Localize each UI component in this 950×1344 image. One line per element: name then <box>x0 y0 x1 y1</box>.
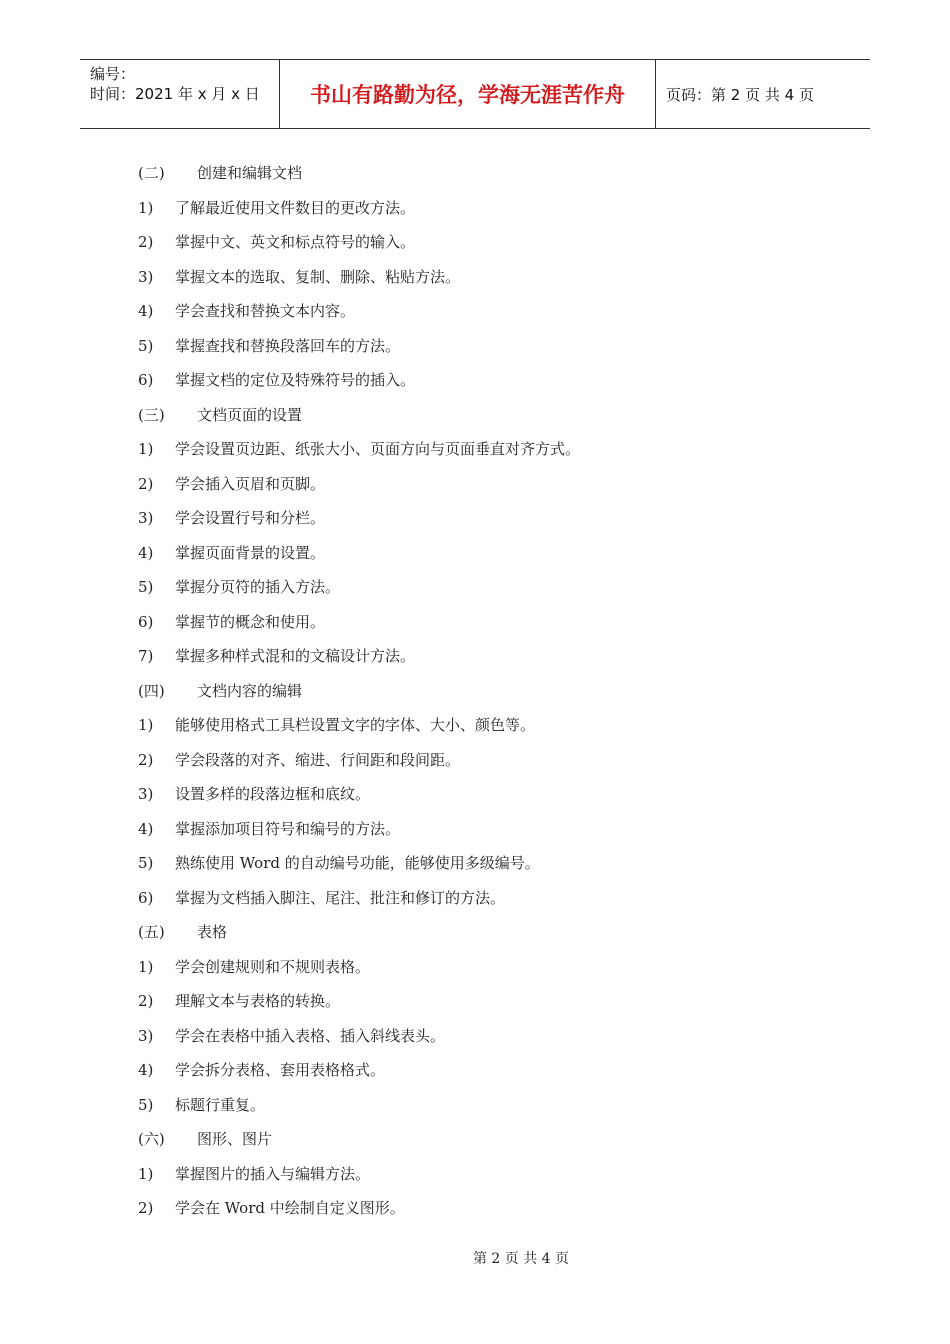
item-number: 5) <box>138 854 154 872</box>
list-item <box>138 1197 858 1232</box>
item-number: 1) <box>138 440 154 458</box>
item-number: 2) <box>138 750 154 769</box>
item-text: 了解最近使用文件数目的更改方法。 <box>175 198 416 217</box>
section-title: 表格 <box>197 923 228 941</box>
list-item <box>138 438 858 473</box>
list-item <box>138 335 858 370</box>
list-item <box>138 783 858 818</box>
section-heading <box>138 1128 858 1163</box>
item-text: 学会拆分表格、套用表格格式。 <box>175 1061 386 1079</box>
item-text: 学会段落的对齐、缩进、行间距和段间距。 <box>175 750 461 769</box>
list-item <box>138 197 858 232</box>
list-item <box>138 990 858 1025</box>
item-number: 5) <box>138 1095 154 1114</box>
list-item <box>138 818 858 853</box>
item-text: 掌握多种样式混和的文稿设计方法。 <box>175 647 416 665</box>
item-text: 学会在 Word 中绘制自定义图形。 <box>175 1199 405 1217</box>
section-heading <box>138 162 858 197</box>
item-number: 2) <box>138 992 154 1010</box>
list-item <box>138 852 858 887</box>
item-number: 2) <box>138 474 154 493</box>
item-text: 掌握节的概念和使用。 <box>175 612 326 631</box>
list-item <box>138 887 858 922</box>
list-item <box>138 231 858 266</box>
item-number: 3) <box>138 785 154 803</box>
section-title: 文档内容的编辑 <box>197 681 303 700</box>
list-item <box>138 611 858 646</box>
list-item <box>138 266 858 301</box>
number-label: 编号： <box>90 65 136 83</box>
section-title: 图形、图片 <box>197 1130 273 1148</box>
item-number: 4) <box>138 302 154 320</box>
section-number: (五) <box>138 923 165 941</box>
header-page-info: 页码：第 2 页 共 4 页 <box>666 85 814 104</box>
item-number: 2) <box>138 233 154 251</box>
item-text: 理解文本与表格的转换。 <box>175 992 341 1010</box>
item-text: 掌握文本的选取、复制、删除、粘贴方法。 <box>175 267 461 286</box>
document-body <box>138 162 858 1232</box>
item-text: 掌握分页符的插入方法。 <box>175 578 341 596</box>
item-text: 学会设置页边距、纸张大小、页面方向与页面垂直对齐方式。 <box>175 440 581 458</box>
header-meta <box>80 60 280 128</box>
item-text: 掌握查找和替换段落回车的方法。 <box>175 336 401 355</box>
list-item <box>138 473 858 508</box>
list-item <box>138 507 858 542</box>
list-item <box>138 542 858 577</box>
item-text: 熟练使用 Word 的自动编号功能，能够使用多级编号。 <box>175 854 540 872</box>
item-text: 掌握中文、英文和标点符号的输入。 <box>175 233 416 251</box>
item-number: 3) <box>138 1026 154 1045</box>
list-item <box>138 1025 858 1060</box>
item-text: 掌握文档的定位及特殊符号的插入。 <box>175 371 416 389</box>
item-text: 标题行重复。 <box>175 1095 266 1114</box>
time-label: 时间：2021 年 x 月 x 日 <box>90 85 260 103</box>
list-item <box>138 714 858 749</box>
item-text: 掌握添加项目符号和编号的方法。 <box>175 819 401 838</box>
item-number: 4) <box>138 1061 154 1079</box>
list-item <box>138 1163 858 1198</box>
list-item <box>138 369 858 404</box>
section-heading <box>138 680 858 715</box>
list-item <box>138 1059 858 1094</box>
section-number: (六) <box>138 1130 165 1148</box>
section-number: (二) <box>138 164 165 182</box>
item-number: 5) <box>138 336 154 355</box>
header-motto: 书山有路勤为径，学海无涯苦作舟 <box>280 60 656 128</box>
item-number: 6) <box>138 371 154 389</box>
list-item <box>138 300 858 335</box>
item-number: 1) <box>138 198 154 217</box>
item-number: 3) <box>138 267 154 286</box>
item-number: 1) <box>138 716 154 734</box>
item-number: 1) <box>138 957 154 976</box>
section-number: (三) <box>138 405 165 424</box>
item-text: 掌握为文档插入脚注、尾注、批注和修订的方法。 <box>175 888 506 907</box>
section-title: 创建和编辑文档 <box>197 164 303 182</box>
section-title: 文档页面的设置 <box>197 405 303 424</box>
page-footer: 第 2 页 共 4 页 <box>472 1251 570 1267</box>
page-header <box>80 59 870 129</box>
section-heading <box>138 404 858 439</box>
list-item <box>138 749 858 784</box>
item-text: 设置多样的段落边框和底纹。 <box>175 785 371 803</box>
item-number: 1) <box>138 1164 154 1183</box>
list-item <box>138 645 858 680</box>
item-text: 学会插入页眉和页脚。 <box>175 474 326 493</box>
item-number: 7) <box>138 647 154 665</box>
section-heading <box>138 921 858 956</box>
item-text: 学会查找和替换文本内容。 <box>175 302 356 320</box>
item-number: 4) <box>138 543 154 562</box>
item-text: 掌握页面背景的设置。 <box>175 543 326 562</box>
list-item <box>138 576 858 611</box>
list-item <box>138 956 858 991</box>
item-number: 3) <box>138 509 154 527</box>
item-text: 学会设置行号和分栏。 <box>175 509 326 527</box>
item-number: 5) <box>138 578 154 596</box>
item-number: 6) <box>138 888 154 907</box>
item-text: 能够使用格式工具栏设置文字的字体、大小、颜色等。 <box>175 716 536 734</box>
item-text: 学会创建规则和不规则表格。 <box>175 957 371 976</box>
item-text: 学会在表格中插入表格、插入斜线表头。 <box>175 1026 446 1045</box>
list-item <box>138 1094 858 1129</box>
item-number: 6) <box>138 612 154 631</box>
section-number: (四) <box>138 681 165 700</box>
item-number: 2) <box>138 1199 154 1217</box>
item-number: 4) <box>138 819 154 838</box>
item-text: 掌握图片的插入与编辑方法。 <box>175 1164 371 1183</box>
